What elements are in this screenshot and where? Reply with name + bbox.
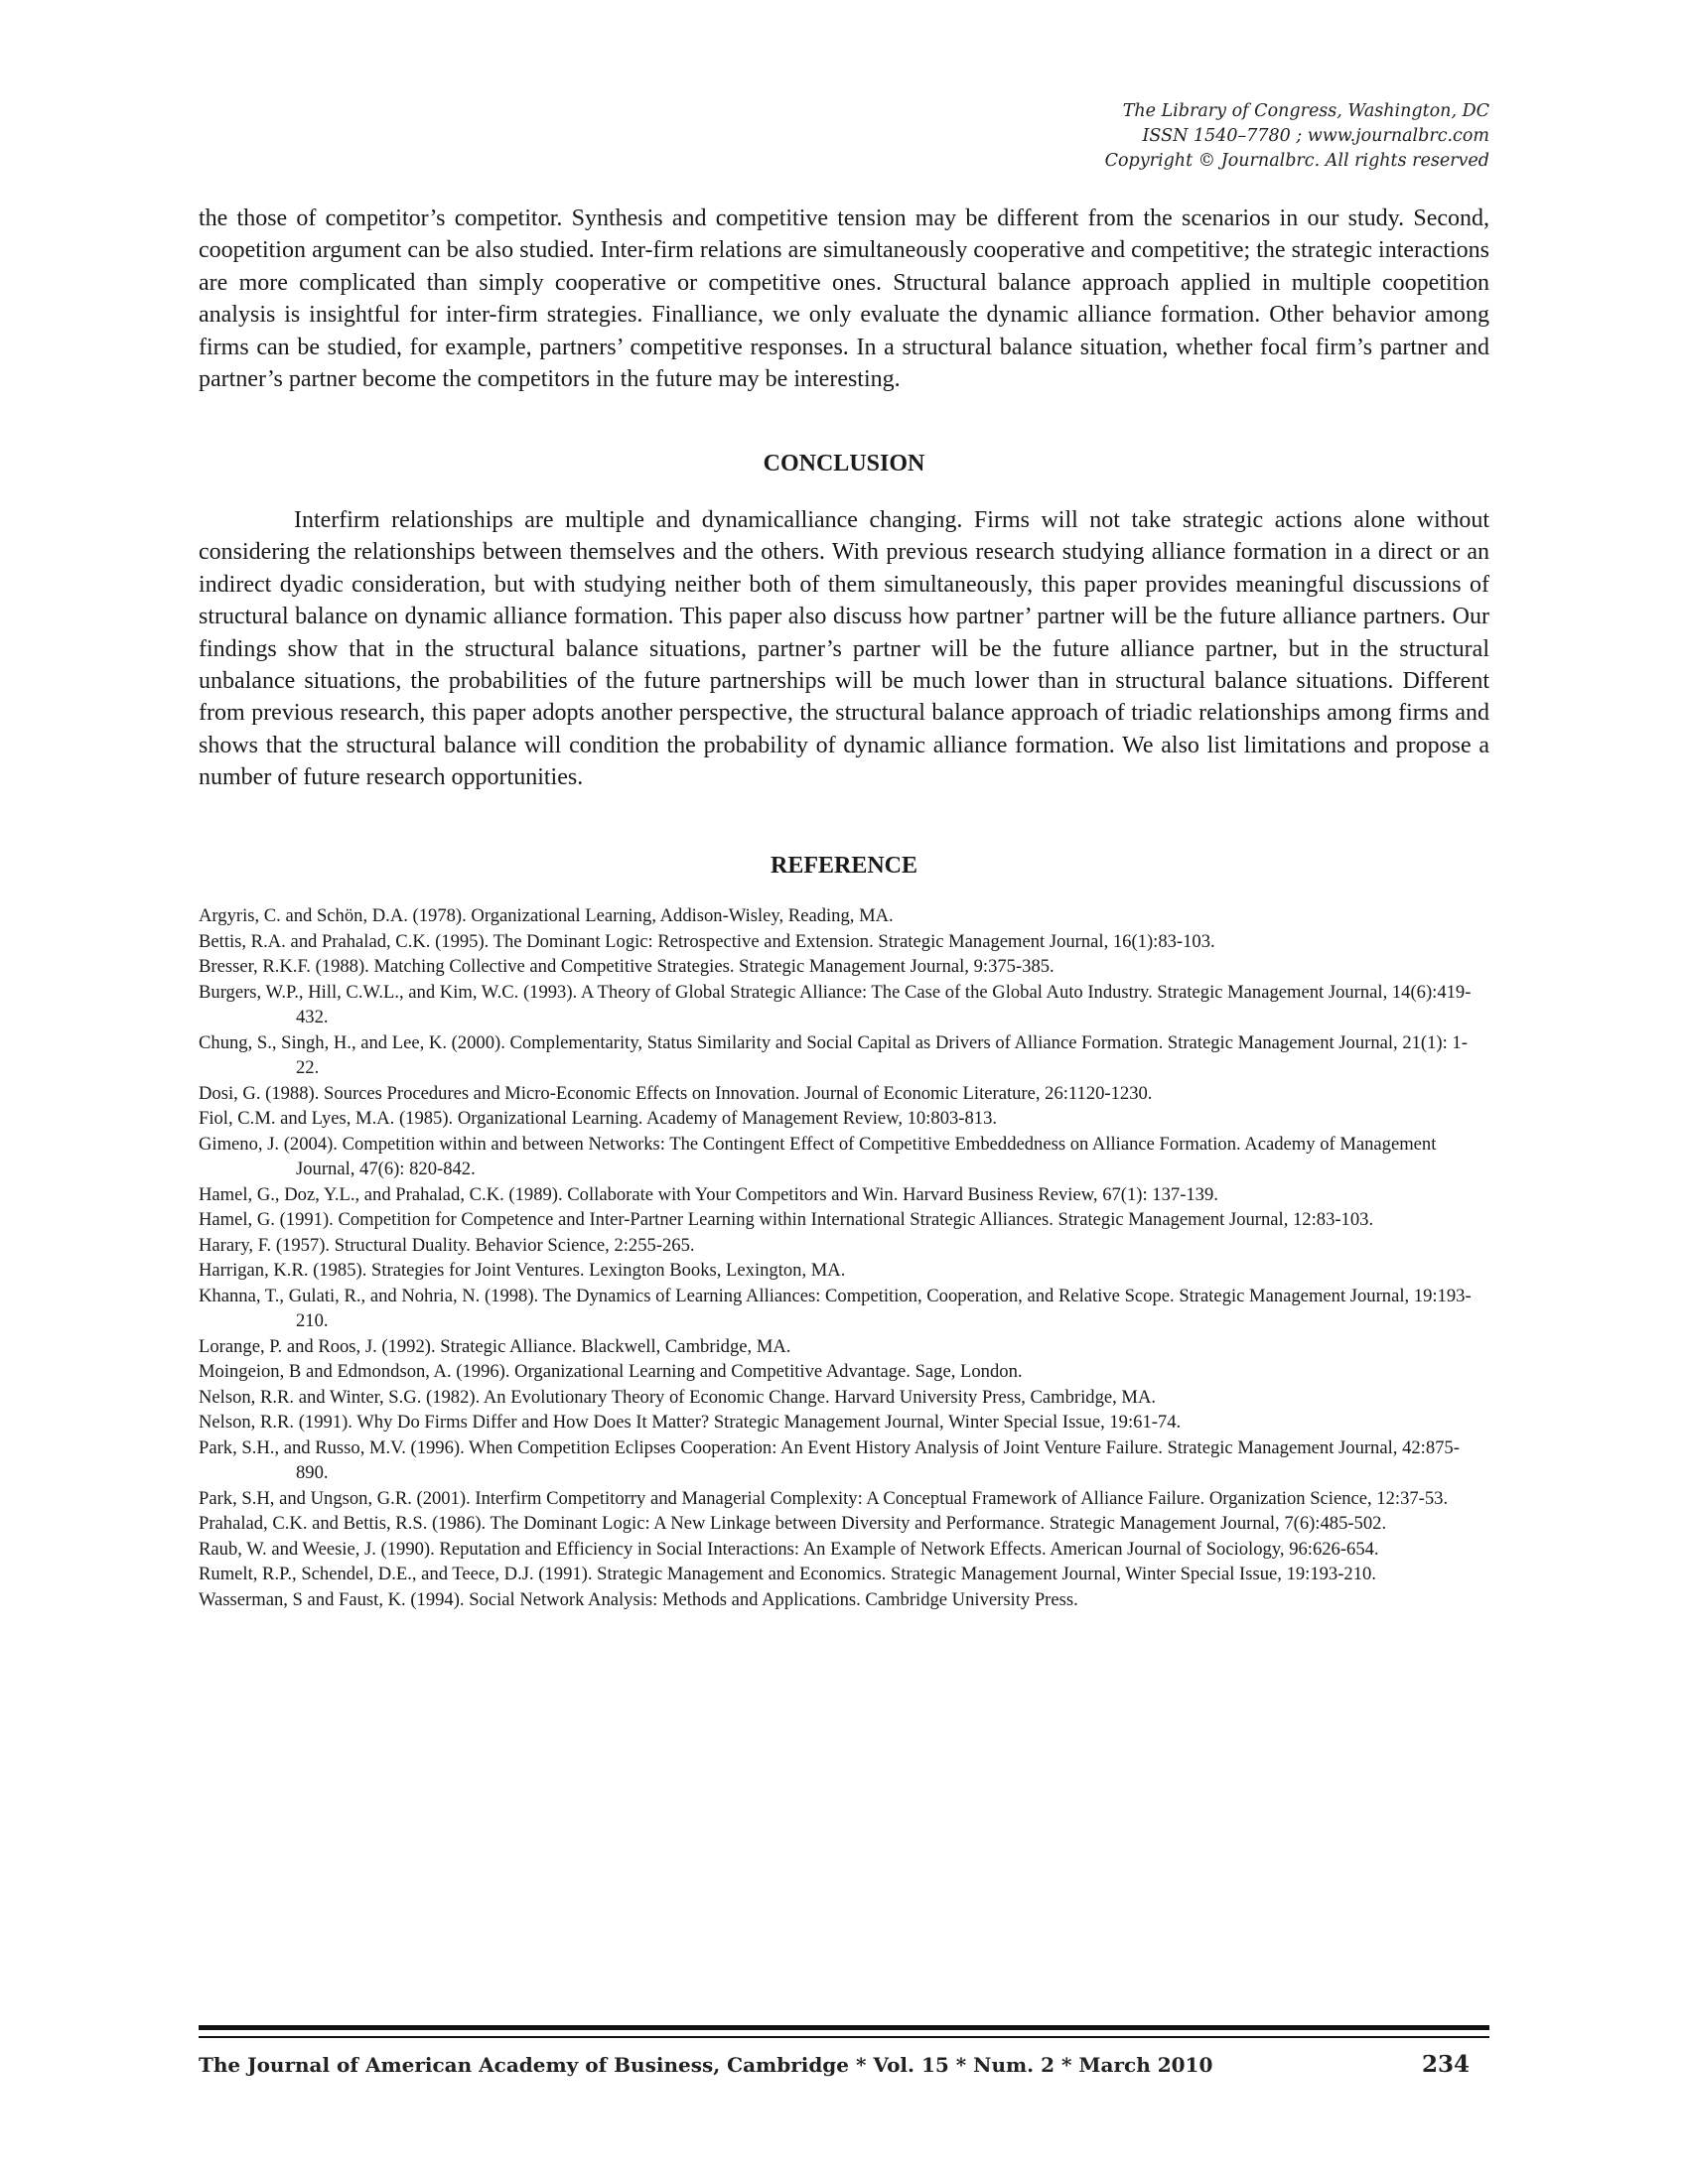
masthead-publisher: The Library of Congress, Washington, DC — [1122, 101, 1489, 121]
reference-item: Nelson, R.R. (1991). Why Do Firms Differ and How Does It Matter? Strategic Management Journal, Winter Special Issue, 19:61-74. — [199, 1412, 1182, 1433]
masthead-issn: ISSN 1540–7780 ; www.journalbrc.com — [1142, 126, 1489, 146]
conclusion-paragraph: Interfirm relationships are multiple and dynamicalliance changing. Firms will not take strategic actions alone without considering the relationships between themselves and the others. With previous research studying alliance formation in a direct or an indirect dyadic consideration, but with studying neither both of them simultaneously, this paper provides meaningful discussions of structural balance on dynamic alliance formation. This paper also discuss how partner’ partner will be the future alliance partners. Our findings show that in the structural balance situations, partner’s partner will be the future alliance partner, but in the structural unbalance situations, the probabilities of the future partnerships will be much lower than in structural balance situations. Different from previous research, this paper adopts another perspective, the structural balance approach of triadic relationships among firms and shows that the structural balance will condition the probability of dynamic alliance formation. We also list limitations and propose a number of future research opportunities. — [199, 507, 1489, 791]
page-masthead — [794, 99, 1489, 174]
reference-item: Chung, S., Singh, H., and Lee, K. (2000). Complementarity, Status Similarity and Social Capital as Drivers of Alliance Formation. Strategic Management Journal, 21(1): 1-22. — [199, 1031, 1468, 1078]
reference-item: Fiol, C.M. and Lyes, M.A. (1985). Organizational Learning. Academy of Management Review, 10:803-813. — [199, 1108, 998, 1129]
reference-item: Raub, W. and Weesie, J. (1990). Reputation and Efficiency in Social Interactions: An Example of Network Effects. American Journal of Sociology, 96:626-654. — [199, 1538, 1379, 1560]
masthead-copyright: Copyright © Journalbrc. All rights reserved — [1104, 151, 1489, 171]
reference-item: Lorange, P. and Roos, J. (1992). Strategic Alliance. Blackwell, Cambridge, MA. — [199, 1335, 791, 1357]
reference-item: Khanna, T., Gulati, R., and Nohria, N. (1998). The Dynamics of Learning Alliances: Competition, Cooperation, and Relative Scope. Strategic Management Journal, 19:193-210. — [199, 1285, 1472, 1331]
conclusion-heading: CONCLUSION — [763, 451, 925, 477]
footer-rule-thick — [199, 2025, 1489, 2030]
footer-rule-thin — [199, 2036, 1489, 2038]
reference-item: Nelson, R.R. and Winter, S.G. (1982). An Evolutionary Theory of Economic Change. Harvard University Press, Cambridge, MA. — [199, 1386, 1157, 1408]
reference-item: Hamel, G. (1991). Competition for Competence and Inter-Partner Learning within International Strategic Alliances. Strategic Management Journal, 12:83-103. — [199, 1209, 1374, 1230]
reference-item: Gimeno, J. (2004). Competition within and between Networks: The Contingent Effect of Competitive Embeddedness on Alliance Formation. Academy of Management Journal, 47(6): 820-842. — [199, 1133, 1437, 1179]
reference-item: Park, S.H, and Ungson, G.R. (2001). Interfirm Competitorry and Managerial Complexity: A Conceptual Framework of Alliance Failure. Organization Science, 12:37-53. — [199, 1487, 1449, 1509]
page-number: 234 — [1421, 2051, 1470, 2078]
reference-item: Argyris, C. and Schön, D.A. (1978). Organizational Learning, Addison-Wisley, Reading, MA. — [199, 905, 894, 926]
reference-item: Moingeion, B and Edmondson, A. (1996). Organizational Learning and Competitive Advantage. Sage, London. — [199, 1361, 1023, 1382]
reference-item: Hamel, G., Doz, Y.L., and Prahalad, C.K. (1989). Collaborate with Your Competitors and Win. Harvard Business Review, 67(1): 137-139. — [199, 1183, 1218, 1205]
discussion-paragraph: the those of competitor’s competitor. Synthesis and competitive tension may be different from the scenarios in our study. Second, coopetition argument can be also studied. Inter-firm relations are simultaneously cooperative and competitive; the strategic interactions are more complicated than simply cooperative or competitive ones. Structural balance approach applied in multiple coopetition analysis is insightful for inter-firm strategies. Finalliance, we only evaluate the dynamic alliance formation. Other behavior among firms can be studied, for example, partners’ competitive responses. In a structural balance situation, whether focal firm’s partner and partner’s partner become the competitors in the future may be interesting. — [199, 205, 1489, 393]
reference-item: Park, S.H., and Russo, M.V. (1996). When Competition Eclipses Cooperation: An Event History Analysis of Joint Venture Failure. Strategic Management Journal, 42:875-890. — [199, 1436, 1460, 1483]
page-footer — [199, 2051, 1489, 2091]
reference-heading: REFERENCE — [770, 853, 918, 879]
reference-item: Dosi, G. (1988). Sources Procedures and Micro-Economic Effects on Innovation. Journal of Economic Literature, 26:1120-1230. — [199, 1082, 1153, 1104]
reference-item: Bresser, R.K.F. (1988). Matching Collective and Competitive Strategies. Strategic Management Journal, 9:375-385. — [199, 956, 1055, 977]
reference-item: Harary, F. (1957). Structural Duality. Behavior Science, 2:255-265. — [199, 1234, 695, 1256]
reference-item: Harrigan, K.R. (1985). Strategies for Joint Ventures. Lexington Books, Lexington, MA. — [199, 1260, 846, 1281]
reference-list — [199, 903, 1489, 1612]
reference-item: Rumelt, R.P., Schendel, D.E., and Teece, D.J. (1991). Strategic Management and Economics. Strategic Management Journal, Winter Special Issue, 19:193-210. — [199, 1564, 1376, 1584]
reference-item: Prahalad, C.K. and Bettis, R.S. (1986). The Dominant Logic: A New Linkage between Diversity and Performance. Strategic Management Journal, 7(6):485-502. — [199, 1513, 1387, 1534]
footer-journal-citation: The Journal of American Academy of Business, Cambridge * Vol. 15 * Num. 2 * March 2010 — [199, 2053, 1213, 2077]
reference-item: Bettis, R.A. and Prahalad, C.K. (1995). The Dominant Logic: Retrospective and Extension. Strategic Management Journal, 16(1):83-103. — [199, 930, 1215, 952]
reference-item: Wasserman, S and Faust, K. (1994). Social Network Analysis: Methods and Applications. Cambridge University Press. — [199, 1588, 1078, 1610]
reference-item: Burgers, W.P., Hill, C.W.L., and Kim, W.C. (1993). A Theory of Global Strategic Alliance: The Case of the Global Auto Industry. Strategic Management Journal, 14(6):419-432. — [199, 981, 1472, 1027]
